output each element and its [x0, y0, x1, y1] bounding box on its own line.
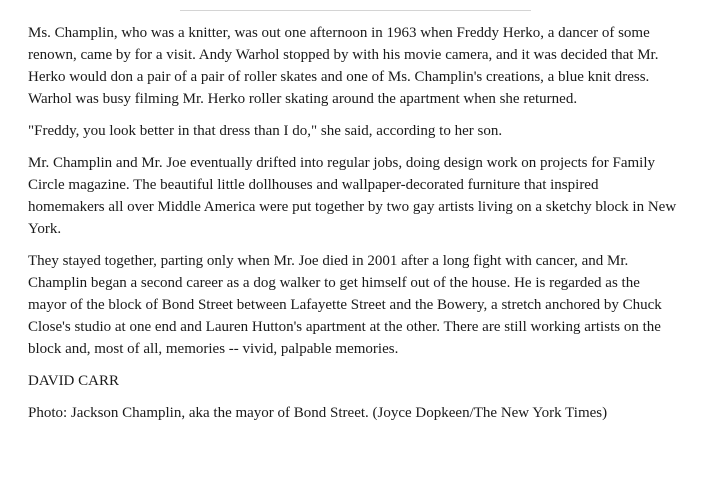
- article-body: [28, 22, 678, 434]
- paragraph-3: Mr. Champlin and Mr. Joe eventually drifted into regular jobs, doing design work on projects for Family Circle magazine. The beautiful little dollhouses and wallpaper-decorated furniture that inspired homemakers all over Middle America were put together by two gay artists living on a sketchy block in New York.: [28, 155, 677, 237]
- paragraph-2: "Freddy, you look better in that dress than I do," she said, according to her son.: [28, 123, 503, 139]
- top-divider: [180, 10, 531, 11]
- photo-caption: Photo: Jackson Champlin, aka the mayor of Bond Street. (Joyce Dopkeen/The New York Times): [28, 405, 608, 421]
- paragraph-1: Ms. Champlin, who was a knitter, was out one afternoon in 1963 when Freddy Herko, a dancer of some renown, came by for a visit. Andy Warhol stopped by with his movie camera, and it was decided that Mr. Herko would don a pair of a pair of roller skates and one of Ms. Champlin's creations, a blue knit dress. Warhol was busy filming Mr. Herko roller skating around the apartment when she returned.: [28, 25, 659, 107]
- byline: DAVID CARR: [28, 373, 119, 389]
- paragraph-4: They stayed together, parting only when Mr. Joe died in 2001 after a long fight with cancer, and Mr. Champlin began a second career as a dog walker to get himself out of the house. He is regarded as the mayor of the block of Bond Street between Lafayette Street and the Bowery, a stretch anchored by Chuck Close's studio at one end and Lauren Hutton's apartment at the other. There are still working artists on the block and, most of all, memories -- vivid, palpable memories.: [28, 253, 662, 357]
